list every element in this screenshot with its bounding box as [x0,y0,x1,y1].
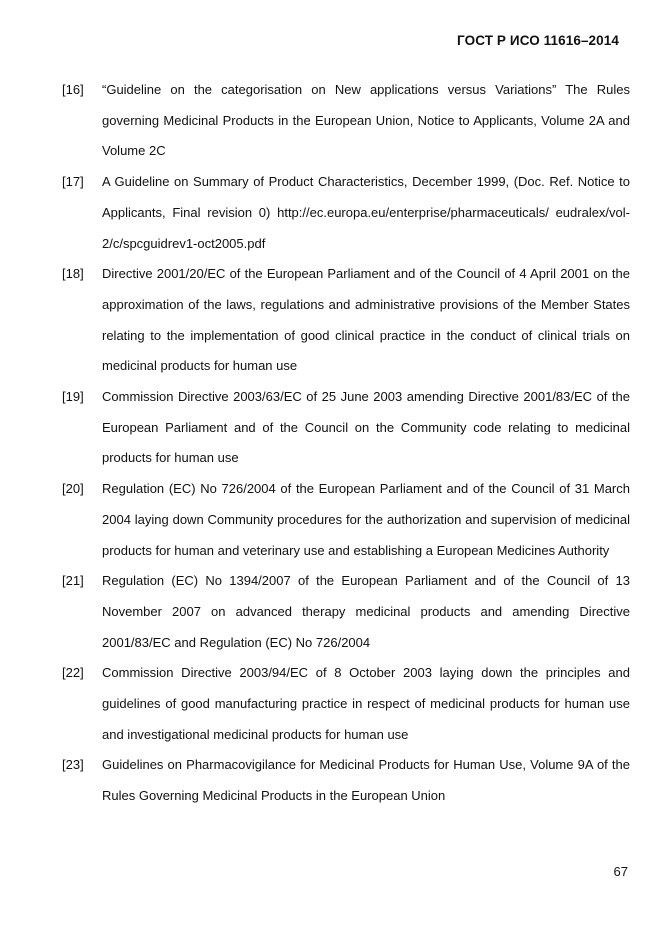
reference-text: Regulation (EC) No 726/2004 of the European Parliament and of the Council of 31 March 2004 laying down Community procedures for the authorization and supervision of medicinal products for human and veterinary use and establishing a European Medicines Authority [102,481,630,558]
page-number: 67 [613,864,628,879]
bibliography-list [62,75,630,812]
reference-text: Regulation (EC) No 1394/2007 of the European Parliament and of the Council of 13 November 2007 on advanced therapy medicinal products and amending Directive 2001/83/EC and Regulation (EC) No 726/2004 [102,573,630,650]
reference-item [62,750,630,811]
reference-text: Guidelines on Pharmacovigilance for Medicinal Products for Human Use, Volume 9A of the Rules Governing Medicinal Products in the European Union [102,757,630,804]
reference-item [62,658,630,750]
reference-number: [16] [62,82,84,97]
reference-text: Directive 2001/20/EC of the European Parliament and of the Council of 4 April 2001 on the approximation of the laws, regulations and administrative provisions of the Member States relating to the implementation of good clinical practice in the conduct of clinical trials on medicinal products for human use [102,266,630,374]
reference-item [62,382,630,474]
reference-number: [18] [62,266,84,282]
reference-text: Commission Directive 2003/63/EC of 25 June 2003 amending Directive 2001/83/EC of the European Parliament and of the Council on the Community code relating to medicinal products for human use [102,389,630,466]
reference-number: [19] [62,389,84,405]
reference-text: Commission Directive 2003/94/EC of 8 October 2003 laying down the principles and guidelines of good manufacturing practice in respect of medicinal products for human use and investigational medicinal products for human use [102,665,630,742]
reference-text: “Guideline on the categorisation on New applications versus Variations” The Rules governing Medicinal Products in the European Union, Notice to Applicants, Volume 2A and Volume 2C [102,82,630,159]
reference-item [62,167,630,259]
reference-number: [22] [62,665,84,681]
reference-item [62,474,630,566]
reference-number: [20] [62,481,84,497]
standard-designation: ГОСТ Р ИСО 11616–2014 [457,33,619,48]
reference-item [62,259,630,382]
reference-number: [17] [62,174,84,190]
reference-number: [21] [62,573,84,589]
reference-item [62,566,630,658]
reference-number: [23] [62,757,84,773]
reference-text: A Guideline on Summary of Product Characteristics, December 1999, (Doc. Ref. Notice to Applicants, Final revision 0) http://ec.europa.eu/enterprise/pharmaceuticals/ eudralex/vol-2/c/spcguidrev1-oct2005.pdf [102,174,630,251]
reference-item [62,75,630,167]
